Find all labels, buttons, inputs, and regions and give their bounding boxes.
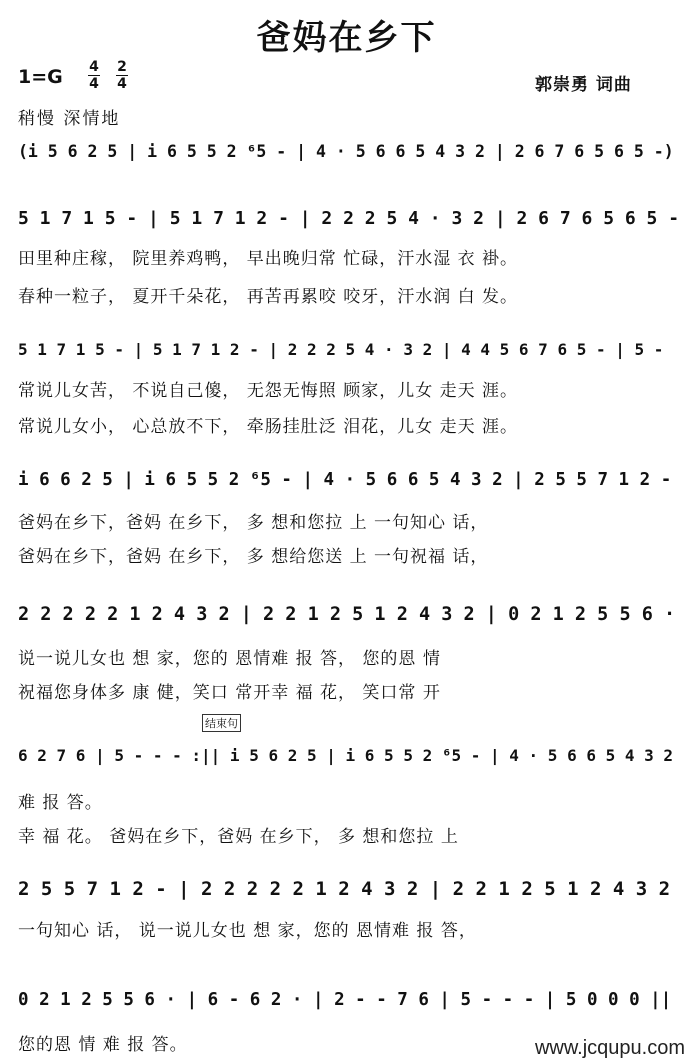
time-sig-bottom: 4 (117, 76, 127, 92)
lyrics-line: 一句知心 话， 说一说儿女也 想 家，您的 恩情难 报 答， (18, 921, 477, 941)
lyrics-line: 您的恩 情 难 报 答。 (18, 1035, 188, 1055)
notation-line: (i 5 6 2 5 | i 6 5 5 2 ⁶5 - | 4 · 5 6 6 5 4 3 2 | 2 6 7 6 5 6 5 -) (18, 142, 674, 161)
time-sig-bottom: 4 (89, 76, 99, 92)
key-signature: 1=G (18, 66, 63, 88)
lyrics-line: 常说儿女小， 心总放不下， 牵肠挂肚泛 泪花，儿女 走天 涯。 (18, 417, 519, 437)
page-title: 爸妈在乡下 (256, 18, 437, 58)
time-signature-2 (116, 60, 128, 91)
end-phrase-marker: 结束句 (202, 714, 241, 732)
lyrics-line: 常说儿女苦， 不说自己傻， 无怨无悔照 顾家，儿女 走天 涯。 (18, 381, 519, 401)
lyrics-line: 幸 福 花。 爸妈在乡下，爸妈 在乡下， 多 想和您拉 上 (18, 827, 459, 847)
notation-line: 6 2 7 6 | 5 - - - :|| i 5 6 2 5 | i 6 5 5 2 ⁶5 - | 4 · 5 6 6 5 4 3 2 (18, 746, 674, 765)
lyrics-line: 春种一粒子， 夏开千朵花， 再苦再累咬 咬牙，汗水润 白 发。 (18, 287, 519, 307)
watermark: www.jcqupu.com (534, 1037, 685, 1059)
lyrics-line: 爸妈在乡下，爸妈 在乡下， 多 想给您送 上 一句祝福 话， (18, 547, 489, 567)
lyrics-line: 难 报 答。 (18, 793, 103, 813)
notation-line: i 6 6 2 5 | i 6 5 5 2 ⁶5 - | 4 · 5 6 6 5 4 3 2 | 2 5 5 7 1 2 - (18, 470, 672, 490)
lyrics-line: 爸妈在乡下，爸妈 在乡下， 多 想和您拉 上 一句知心 话， (18, 513, 489, 533)
time-signature-1 (88, 60, 100, 91)
composer-credit: 郭崇勇 词曲 (535, 75, 632, 95)
lyrics-line: 祝福您身体多 康 健，笑口 常开幸 福 花， 笑口常 开 (18, 683, 441, 703)
notation-line: 0 2 1 2 5 5 6 · | 6 - 6 2 · | 2 - - 7 6 | 5 - - - | 5 0 0 0 || (18, 990, 672, 1010)
notation-line: 2 2 2 2 2 1 2 4 3 2 | 2 2 1 2 5 1 2 4 3 2 | 0 2 1 2 5 5 6 · (18, 604, 676, 625)
lyrics-line: 田里种庄稼， 院里养鸡鸭， 早出晚归常 忙碌，汗水湿 衣 褂。 (18, 249, 519, 269)
notation-line: 5 1 7 1 5 - | 5 1 7 1 2 - | 2 2 2 5 4 · 3 2 | 2 6 7 6 5 6 5 - (18, 208, 680, 229)
lyrics-line: 说一说儿女也 想 家，您的 恩情难 报 答， 您的恩 情 (18, 649, 441, 669)
time-sig-top: 2 (117, 59, 127, 75)
notation-line: 5 1 7 1 5 - | 5 1 7 1 2 - | 2 2 2 5 4 · 3 2 | 4 4 5 6 7 6 5 - | 5 - (18, 340, 664, 359)
time-sig-top: 4 (89, 59, 99, 75)
notation-line: 2 5 5 7 1 2 - | 2 2 2 2 2 1 2 4 3 2 | 2 2 1 2 5 1 2 4 3 2 (18, 878, 671, 900)
tempo-marking: 稍慢 深情地 (18, 109, 121, 129)
